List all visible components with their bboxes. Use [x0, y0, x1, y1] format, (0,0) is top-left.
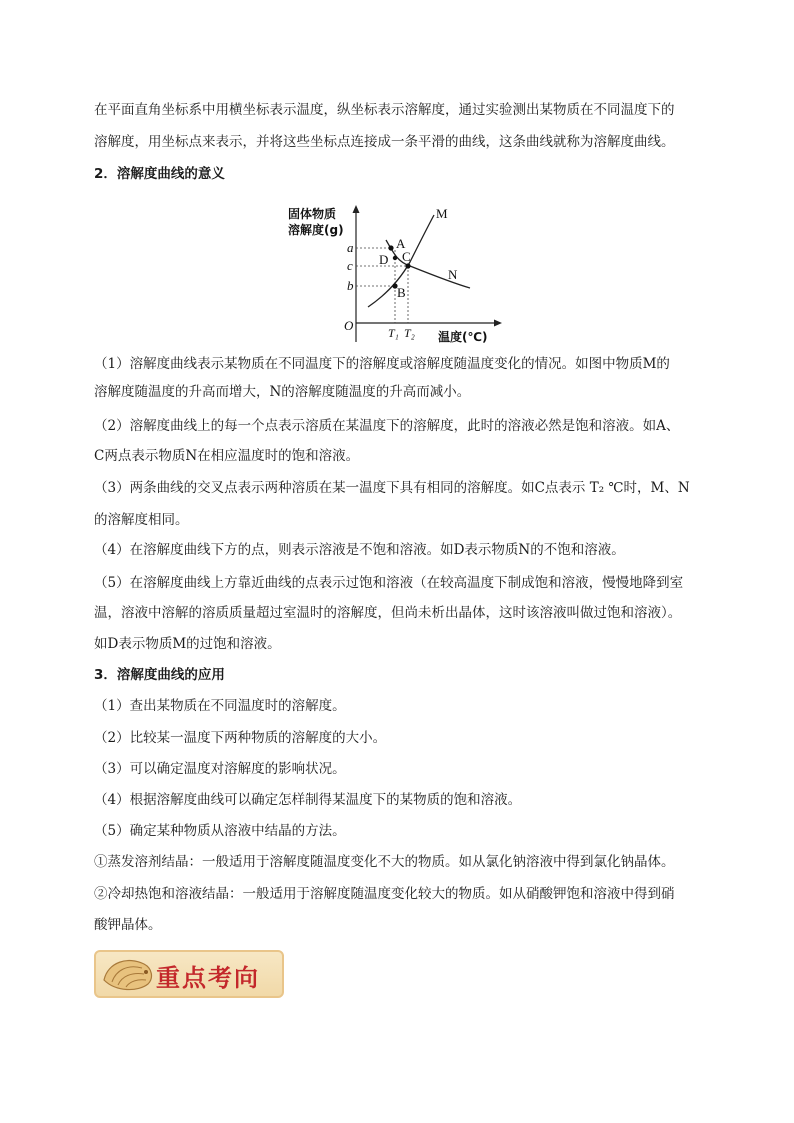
y-label-2: 溶解度(g) — [288, 223, 344, 237]
key-points-banner — [94, 950, 284, 998]
point-c-label: C — [402, 249, 411, 264]
p4-line: （4）在溶解度曲线下方的点，则表示溶液是不饱和溶液。如D表示物质N的不饱和溶液。 — [94, 542, 625, 558]
tick-a: a — [347, 240, 354, 255]
p3-line-1: （3）两条曲线的交叉点表示两种溶质在某一温度下具有相同的溶解度。如C点表示 T₂ ℃时，M、N — [94, 480, 690, 496]
application-3: （3）可以确定温度对溶解度的影响状况。 — [94, 761, 346, 777]
application-4: （4）根据溶解度曲线可以确定怎样制得某温度下的某物质的饱和溶液。 — [94, 792, 522, 808]
x-label: 温度(℃) — [438, 330, 488, 344]
tick-t2: T₂ — [404, 326, 415, 340]
point-b-label: B — [397, 285, 406, 300]
p5-line-1: （5）在溶解度曲线上方靠近曲线的点表示过饱和溶液（在较高温度下制成饱和溶液，慢慢地降到室 — [94, 575, 684, 591]
tick-b: b — [347, 278, 354, 293]
section-2-heading: 2．溶解度曲线的意义 — [94, 166, 225, 182]
shell-icon — [98, 952, 156, 996]
point-d-label: D — [379, 252, 389, 267]
p5-line-2: 温，溶液中溶解的溶质质量超过室温时的溶解度，但尚未析出晶体，这时该溶液叫做过饱和溶液）。 — [94, 605, 682, 621]
p1-line-2: 溶解度随温度的升高而增大，N的溶解度随温度的升高而减小。 — [94, 384, 471, 400]
origin-label: O — [344, 318, 354, 333]
x-axis-arrow — [494, 320, 502, 327]
intro-line-1: 在平面直角坐标系中用横坐标表示温度，纵坐标表示溶解度，通过实验测出某物质在不同温度下的 — [94, 102, 675, 118]
point-c-dot — [405, 263, 410, 268]
application-1: （1）查出某物质在不同温度时的溶解度。 — [94, 698, 346, 714]
y-axis-arrow — [353, 205, 360, 213]
tick-t1: T₁ — [388, 326, 399, 340]
point-d-dot — [393, 256, 397, 260]
p1-line-1: （1）溶解度曲线表示某物质在不同温度下的溶解度或溶解度随温度变化的情况。如图中物质M的 — [94, 356, 670, 372]
application-5: （5）确定某种物质从溶液中结晶的方法。 — [94, 823, 346, 839]
application-2: （2）比较某一温度下两种物质的溶解度的大小。 — [94, 730, 387, 746]
p2-line-2: C两点表示物质N在相应温度时的饱和溶液。 — [94, 448, 360, 464]
section-3-heading: 3．溶解度曲线的应用 — [94, 667, 225, 683]
p2-line-1: （2）溶解度曲线上的每一个点表示溶质在某温度下的溶解度，此时的溶液必然是饱和溶液。如A、 — [94, 418, 680, 434]
method-1: ①蒸发溶剂结晶：一般适用于溶解度随温度变化不大的物质。如从氯化钠溶液中得到氯化钠晶体。 — [94, 854, 675, 870]
point-a-dot — [388, 245, 393, 250]
p3-line-2: 的溶解度相同。 — [94, 512, 189, 528]
banner-title: 重点考向 — [156, 963, 260, 992]
solubility-curve-figure — [286, 200, 508, 350]
y-label-1: 固体物质 — [288, 207, 337, 221]
method-2-line-2: 酸钾晶体。 — [94, 917, 162, 933]
point-a-label: A — [396, 236, 406, 251]
intro-line-2: 溶解度，用坐标点来表示，并将这些坐标点连接成一条平滑的曲线，这条曲线就称为溶解度曲线。 — [94, 134, 675, 150]
curve-n-label: N — [448, 267, 458, 282]
curve-m-label: M — [436, 206, 448, 221]
p5-line-3: 如D表示物质M的过饱和溶液。 — [94, 636, 281, 652]
method-2-line-1: ②冷却热饱和溶液结晶：一般适用于溶解度随温度变化较大的物质。如从硝酸钾饱和溶液中得到硝 — [94, 886, 675, 902]
tick-c: c — [347, 258, 353, 273]
